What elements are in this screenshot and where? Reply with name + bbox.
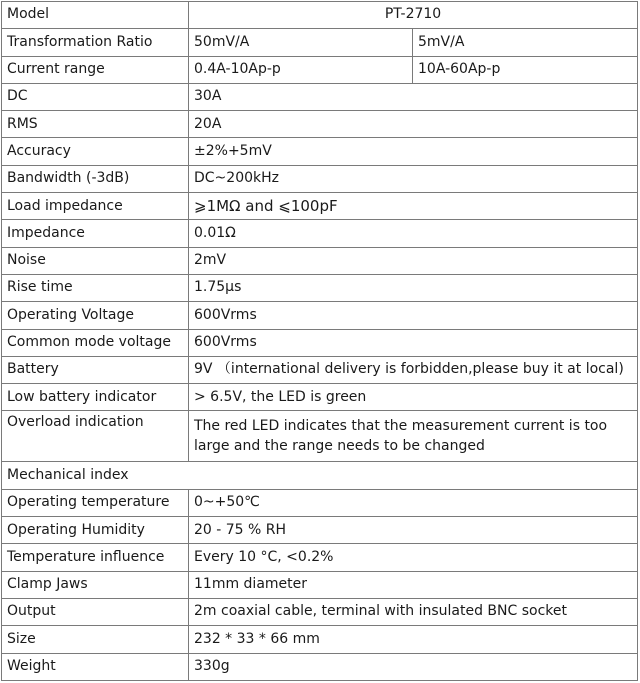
row-label: Battery [2, 356, 189, 383]
row-label: Weight [2, 653, 189, 680]
row-value: 20 - 75 % RH [189, 517, 638, 544]
table-row [2, 462, 638, 489]
table-row [2, 220, 638, 247]
table-row [2, 384, 638, 411]
row-value: 5mV/A [413, 29, 638, 56]
row-value: 0~+50℃ [189, 489, 638, 516]
row-value: 2m coaxial cable, terminal with insulated BNC socket [189, 598, 638, 625]
row-value: 9V （international delivery is forbidden,please buy it at local) [189, 356, 638, 383]
row-value: The red LED indicates that the measurement current is too large and the range needs to be changed [189, 411, 638, 462]
row-value: 600Vrms [189, 329, 638, 356]
table-row [2, 2, 638, 29]
row-value: 600Vrms [189, 302, 638, 329]
table-row [2, 411, 638, 462]
row-value: 0.01Ω [189, 220, 638, 247]
row-value: 30A [189, 83, 638, 110]
row-label: Operating Humidity [2, 517, 189, 544]
row-value: 330g [189, 653, 638, 680]
row-label: Temperature influence [2, 544, 189, 571]
row-label: Transformation Ratio [2, 29, 189, 56]
table-row [2, 83, 638, 110]
row-label: Load impedance [2, 193, 189, 220]
table-row [2, 598, 638, 625]
table-row [2, 489, 638, 516]
row-label: Clamp Jaws [2, 571, 189, 598]
row-value: Every 10 °C, <0.2% [189, 544, 638, 571]
row-label: Output [2, 598, 189, 625]
row-value: 20A [189, 111, 638, 138]
row-label: Overload indication [2, 411, 189, 462]
row-label: Common mode voltage [2, 329, 189, 356]
row-value: 10A-60Ap-p [413, 56, 638, 83]
row-value: DC~200kHz [189, 165, 638, 192]
row-value: ⩾1MΩ and ⩽100pF [189, 193, 638, 220]
table-row [2, 571, 638, 598]
table-row [2, 29, 638, 56]
row-value: 0.4A-10Ap-p [189, 56, 413, 83]
row-value: 50mV/A [189, 29, 413, 56]
row-label: Current range [2, 56, 189, 83]
table-row [2, 653, 638, 680]
table-row [2, 544, 638, 571]
table-row [2, 247, 638, 274]
row-label: Size [2, 626, 189, 653]
row-label: Noise [2, 247, 189, 274]
row-value: 1.75μs [189, 274, 638, 301]
row-value: ±2%+5mV [189, 138, 638, 165]
row-label: RMS [2, 111, 189, 138]
row-label: Operating temperature [2, 489, 189, 516]
row-value: 232 * 33 * 66 mm [189, 626, 638, 653]
spec-table [1, 1, 638, 681]
table-row [2, 302, 638, 329]
row-label: Accuracy [2, 138, 189, 165]
row-label: Model [2, 2, 189, 29]
row-value: 2mV [189, 247, 638, 274]
table-row [2, 274, 638, 301]
table-row [2, 111, 638, 138]
table-row [2, 356, 638, 383]
section-heading: Mechanical index [2, 462, 638, 489]
table-row [2, 329, 638, 356]
table-row [2, 193, 638, 220]
row-value: 11mm diameter [189, 571, 638, 598]
row-label: Operating Voltage [2, 302, 189, 329]
table-row [2, 56, 638, 83]
table-row [2, 165, 638, 192]
model-value: PT-2710 [189, 2, 638, 29]
table-row [2, 138, 638, 165]
row-label: Bandwidth (-3dB) [2, 165, 189, 192]
row-label: Rise time [2, 274, 189, 301]
row-value: > 6.5V, the LED is green [189, 384, 638, 411]
row-label: DC [2, 83, 189, 110]
row-label: Impedance [2, 220, 189, 247]
table-row [2, 626, 638, 653]
row-label: Low battery indicator [2, 384, 189, 411]
table-row [2, 517, 638, 544]
